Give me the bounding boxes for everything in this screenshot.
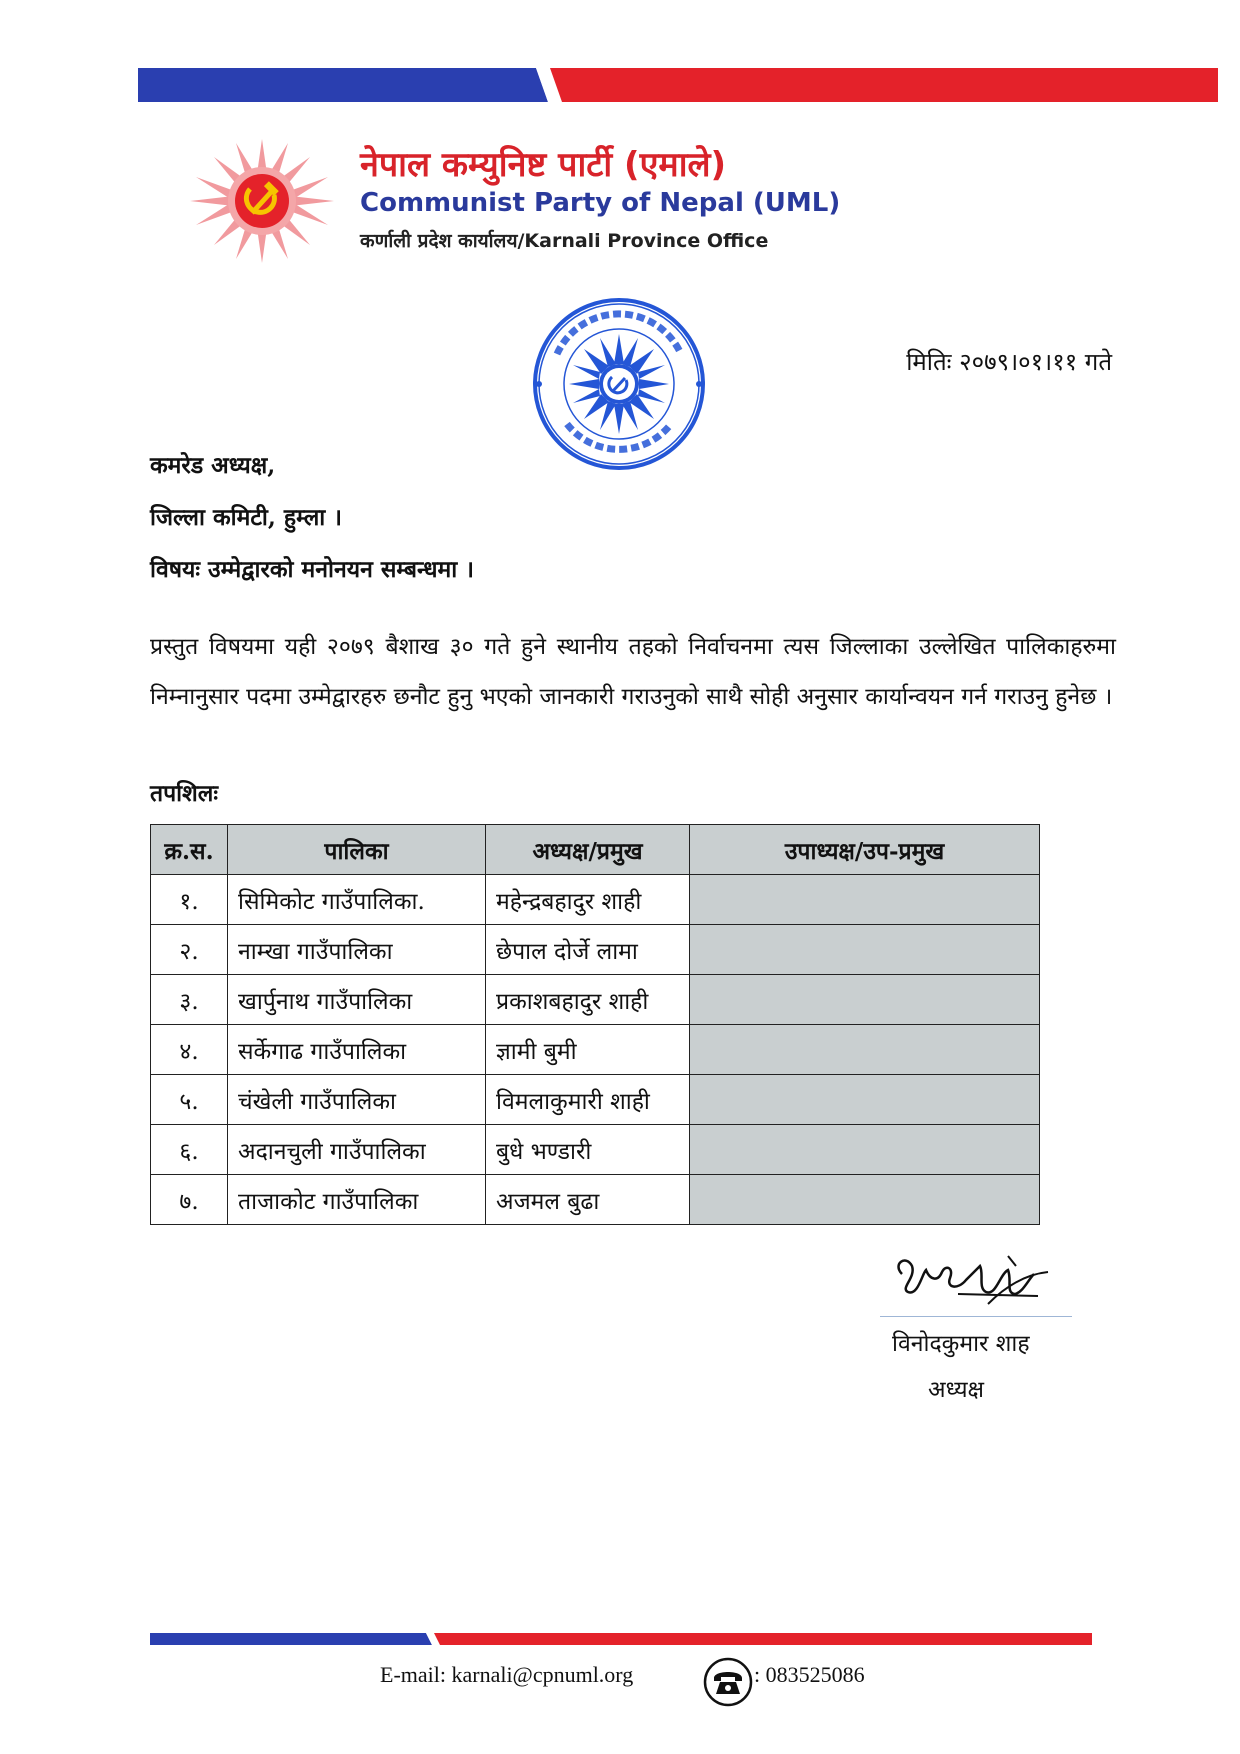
- table-row: [151, 1125, 1040, 1175]
- row-vice-chair: [690, 1075, 1040, 1125]
- row-municipality: खार्पुनाथ गाउँपालिका: [228, 975, 486, 1025]
- party-emblem-icon: [188, 138, 336, 264]
- salutation: कमरेड अध्यक्ष,: [150, 452, 276, 479]
- table-row: [151, 1175, 1040, 1225]
- footer-email: E-mail: karnali@cpnuml.org: [380, 1662, 634, 1687]
- row-vice-chair: [690, 875, 1040, 925]
- row-chair: अजमल बुढा: [486, 1175, 690, 1225]
- date-line: मितिः २०७९।०१।११ गते: [906, 348, 1112, 376]
- row-chair: प्रकाशबहादुर शाही: [486, 975, 690, 1025]
- header-chair: अध्यक्ष/प्रमुख: [486, 825, 690, 875]
- row-serial: ४.: [151, 1025, 228, 1075]
- handwritten-signature: [888, 1244, 1058, 1314]
- row-municipality: अदानचुली गाउँपालिका: [228, 1125, 486, 1175]
- recipient: जिल्ला कमिटी, हुम्ला ।: [150, 504, 342, 531]
- table-row: [151, 875, 1040, 925]
- header-vice-chair: उपाध्यक्ष/उप-प्रमुख: [690, 825, 1040, 875]
- row-serial: ७.: [151, 1175, 228, 1225]
- table-row: [151, 925, 1040, 975]
- header-municipality: पालिका: [228, 825, 486, 875]
- row-serial: ६.: [151, 1125, 228, 1175]
- row-vice-chair: [690, 975, 1040, 1025]
- row-serial: २.: [151, 925, 228, 975]
- letter-body: प्रस्तुत विषयमा यही २०७९ बैशाख ३० गते हुने स्थानीय तहको निर्वाचनमा त्यस जिल्लाका उल्लेखित पालिकाहरुमा निम्नानुसार पदमा उम्मेद्वारहरु छनौट हुनु भएको जानकारी गराउनुको साथै सोही अनुसार कार्यान्वयन गर्न गराउनु हुनेछ ।: [150, 634, 1116, 710]
- subject-line: विषयः उम्मेद्वारको मनोनयन सम्बन्धमा ।: [150, 556, 474, 583]
- row-municipality: ताजाकोट गाउँपालिका: [228, 1175, 486, 1225]
- telephone-icon: [702, 1656, 754, 1708]
- row-vice-chair: [690, 1175, 1040, 1225]
- row-vice-chair: [690, 1125, 1040, 1175]
- table-row: [151, 1025, 1040, 1075]
- candidate-table: [150, 824, 1040, 1225]
- office-name: कर्णाली प्रदेश कार्यालय/Karnali Province Office: [360, 230, 769, 252]
- party-stamp-icon: [528, 296, 710, 472]
- row-municipality: सिमिकोट गाउँपालिका.: [228, 875, 486, 925]
- row-municipality: नाम्खा गाउँपालिका: [228, 925, 486, 975]
- row-chair: ज्ञामी बुमी: [486, 1025, 690, 1075]
- table-header-row: [151, 825, 1040, 875]
- bottom-color-band: [150, 1633, 1092, 1645]
- top-color-band: [138, 68, 1218, 102]
- table-row: [151, 975, 1040, 1025]
- row-municipality: सर्केगाढ गाउँपालिका: [228, 1025, 486, 1075]
- signer-title: अध्यक्ष: [928, 1377, 985, 1403]
- row-municipality: चंखेली गाउँपालिका: [228, 1075, 486, 1125]
- row-chair: विमलाकुमारी शाही: [486, 1075, 690, 1125]
- header-serial: क्र.स.: [151, 825, 228, 875]
- signature-rule: [880, 1316, 1072, 1317]
- row-vice-chair: [690, 925, 1040, 975]
- footer-phone: : 083525086: [754, 1662, 865, 1687]
- details-label: तपशिलः: [150, 780, 219, 807]
- row-serial: ५.: [151, 1075, 228, 1125]
- signer-name: विनोदकुमार शाह: [892, 1331, 1030, 1357]
- party-name-nepali: नेपाल कम्युनिष्ट पार्टी (एमाले): [360, 145, 727, 185]
- table-row: [151, 1075, 1040, 1125]
- row-chair: छेपाल दोर्जे लामा: [486, 925, 690, 975]
- row-chair: महेन्द्रबहादुर शाही: [486, 875, 690, 925]
- row-vice-chair: [690, 1025, 1040, 1075]
- row-serial: १.: [151, 875, 228, 925]
- row-chair: बुधे भण्डारी: [486, 1125, 690, 1175]
- row-serial: ३.: [151, 975, 228, 1025]
- party-name-english: Communist Party of Nepal (UML): [360, 188, 841, 218]
